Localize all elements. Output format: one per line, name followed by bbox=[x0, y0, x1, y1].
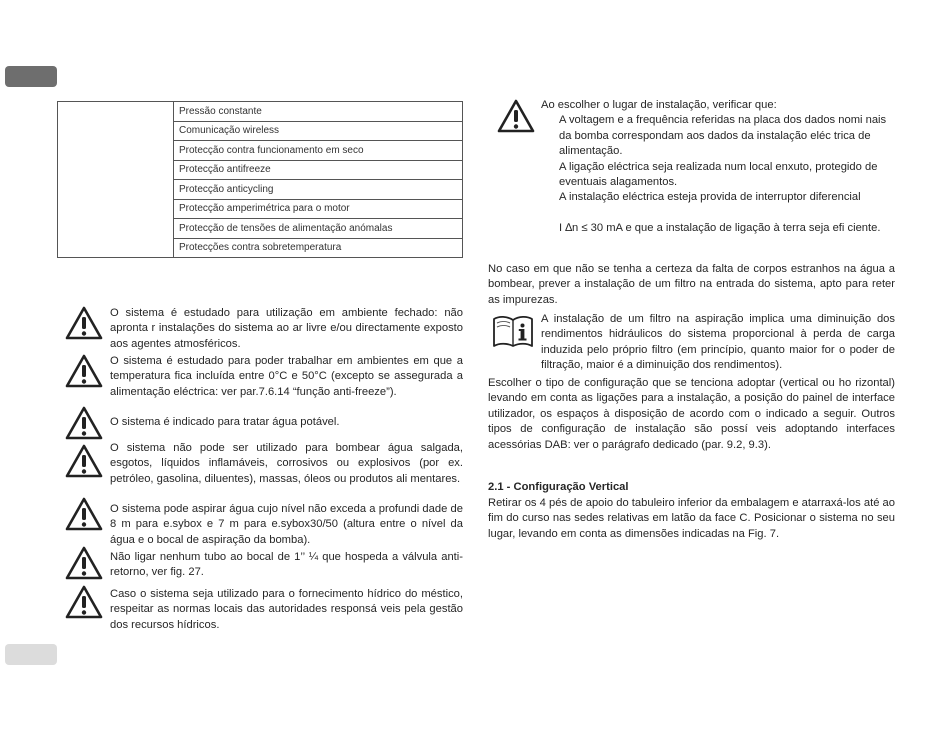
warning-icon bbox=[497, 99, 535, 133]
info-note-filter: A instalação de um filtro na aspiração implica uma diminuição dos rendimentos hidráulicos do sistema proporcional à perda de carga induzida pelo próprio filtro (em princípio, quanto maior for o poder de filtração, maior é a diminuição dos rendimentos). bbox=[541, 313, 895, 372]
warning-text-domestic-supply: Caso o sistema seja utilizado para o fornecimento hídrico do méstico, respeitar as normas locais das autoridades responsá veis pela gestão dos recursos hídricos. bbox=[110, 588, 463, 631]
warning-text-check-valve: Não ligar nenhum tubo ao bocal de 1’’ ¼ que hospeda a válvula anti-retorno, ver fig. 27. bbox=[110, 551, 463, 579]
installation-warning-item: I ∆n ≤ 30 mA e que a instalação de ligação à terra seja efi ciente. bbox=[559, 221, 881, 234]
info-book-icon bbox=[492, 315, 534, 349]
warning-icon bbox=[65, 585, 103, 619]
section-body-vertical-config: Retirar os 4 pés de apoio do tabuleiro inferior da embalagem e atarraxá-los até ao fim do curso nas sedes relativas em latão da face C. Posicionar o sistema no seu lugar, levando em conta as dimensões indicadas na Fig. 7. bbox=[488, 497, 895, 540]
warning-icon bbox=[65, 444, 103, 478]
chapter-tab-active bbox=[5, 66, 57, 87]
table-cell: Protecção antifreeze bbox=[174, 160, 463, 180]
table-row bbox=[58, 102, 463, 122]
function-table bbox=[57, 101, 463, 258]
warning-text-temperature: O sistema é estudado para poder trabalhar em ambientes em que a temperatura fica incluída entre 0°C e 50°C (excepto se assegurada a alimentação eléctrica: ver par.7.6.14 “função anti-freeze”). bbox=[110, 355, 463, 398]
warning-icon bbox=[65, 406, 103, 440]
warning-icon bbox=[65, 306, 103, 340]
section-heading-vertical-config: 2.1 - Configuração Vertical bbox=[488, 481, 629, 493]
warning-icon bbox=[65, 497, 103, 531]
warning-text-suction-depth: O sistema pode aspirar água cujo nível não exceda a profundi dade de 8 m para e.sybox e 7 m para e.sybox30/50 (altura entre o nível da água e o bocal de aspiração da bomba). bbox=[110, 503, 463, 546]
table-cell: Pressão constante bbox=[174, 102, 463, 122]
installation-warning-item: A voltagem e a frequência referidas na placa dos dados nomi nais da bomba correspondam aos dados da instalação eléc trica de alimentação. bbox=[559, 114, 887, 158]
warning-text-indoor-use: O sistema é estudado para utilização em ambiente fechado: não apronta r instalações do sistema ao ar livre e/ou directamente exposto aos agentes atmosféricos. bbox=[110, 307, 463, 350]
warning-text-potable-water: O sistema é indicado para tratar água potável. bbox=[110, 416, 340, 428]
paragraph-configuration: Escolher o tipo de configuração que se tenciona adoptar (vertical ou ho rizontal) levando em conta as ligações para a instalação, a posição do painel de interface utilizador, os espaços à disposição de acordo com o indicado a seguir. Outros tipos de configuração de instalação são possí veis adoptando interfaces acessórias DAB: ver o parágrafo dedicado (par. 9.2, 9.3). bbox=[488, 377, 895, 451]
table-cell: Protecção amperimétrica para o motor bbox=[174, 199, 463, 219]
table-cell: Protecções contra sobretemperatura bbox=[174, 238, 463, 258]
installation-warning-item: A ligação eléctrica seja realizada num local enxuto, protegido de eventuais alagamentos. bbox=[559, 160, 878, 189]
installation-warning-intro: Ao escolher o lugar de instalação, verificar que: bbox=[541, 99, 777, 111]
paragraph-foreign-bodies: No caso em que não se tenha a certeza da falta de corpos estranhos na água a bombear, prever a instalação de um filtro na entrada do sistema, apto para reter as impurezas. bbox=[488, 263, 895, 306]
table-cell: Comunicação wireless bbox=[174, 121, 463, 141]
chapter-tab bbox=[5, 644, 57, 665]
installation-warning-item: A instalação eléctrica esteja provida de interruptor diferencial bbox=[559, 191, 861, 204]
table-cell: Protecção de tensões de alimentação anómalas bbox=[174, 219, 463, 239]
table-cell: Protecção contra funcionamento em seco bbox=[174, 141, 463, 161]
warning-icon bbox=[65, 546, 103, 580]
warning-icon bbox=[65, 354, 103, 388]
table-merged-cell bbox=[58, 102, 174, 258]
warning-text-liquids: O sistema não pode ser utilizado para bombear água salgada, esgotos, líquidos inflamáveis, corrosivos ou explosivos (por ex. petróleo, gasolina, diluentes), massas, óleos ou produtos ali mentares. bbox=[110, 442, 463, 485]
table-cell: Protecção anticycling bbox=[174, 180, 463, 200]
installation-warning-block bbox=[541, 98, 895, 236]
